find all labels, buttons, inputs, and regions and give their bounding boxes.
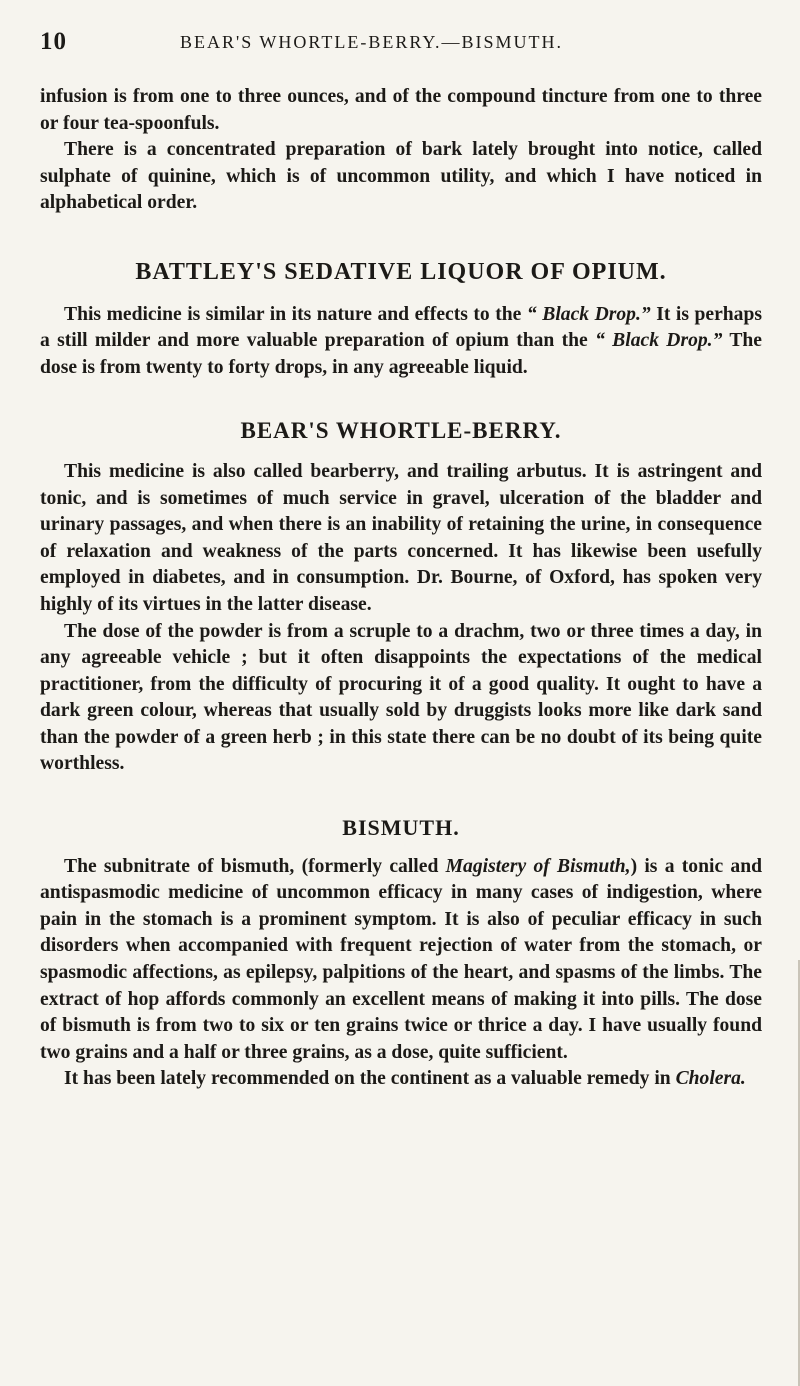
- battley-heading: BATTLEY'S SEDATIVE LIQUOR OF OPIUM.: [135, 258, 667, 285]
- running-head: BEAR'S WHORTLE-BERRY.—BISMUTH.: [180, 32, 564, 52]
- battley-paragraph: [40, 302, 762, 382]
- black-drop-quote-1: “ Black Drop.”: [526, 303, 651, 325]
- bismuth-text-2: ) is a tonic and antispasmodic medicine of uncommon efficacy in many cases of indigestion, where pain in the stomach is a prominent symptom. It is also of peculiar efficacy in such disorders when accompanied with frequent rejection of water from the stomach, or spasmodic affections, as epilepsy, palpitions of the heart, and spasms of the limbs. The extract of hop affords commonly an excellent means of making it into pills. The dose of bismuth is from two to six or ten grains twice or thrice a day. I have usually found two grains and a half or three grains, as a dose, quite sufficient.: [40, 855, 763, 1063]
- bismuth-paragraph-2: [40, 1066, 762, 1093]
- magistery-italic: Magistery of Bismuth,: [445, 855, 631, 877]
- bismuth-heading: BISMUTH.: [342, 815, 460, 841]
- bearberry-paragraph-2: The dose of the powder is from a scruple to a drachm, two or three times a day, in any agreeable vehicle ; but it often disappoints the expectations of the medical practitioner, from the difficulty of procuring it of a good quality. It ought to have a dark green colour, whereas that usually sold by druggists looks more like dark sand than the powder of a green herb ; in this state there can be no doubt of its being quite worthless.: [40, 620, 762, 775]
- bismuth-paragraph-1: [40, 854, 762, 1067]
- bearberry-paragraph-1: This medicine is also called bearberry, and trailing arbutus. It is astringent and tonic, and is sometimes of much service in gravel, ulceration of the bladder and urinary passages, and when there is an inability of retaining the urine, in consequence of relaxation and weakness of the parts concerned. It has likewise been usefully employed in diabetes, and in consumption. Dr. Bourne, of Oxford, has spoken very highly of its virtues in the latter disease.: [40, 460, 762, 615]
- black-drop-quote-2: “ Black Drop.”: [595, 330, 723, 352]
- bismuth-text-3: It has been lately recommended on the continent as a valuable remedy in: [64, 1068, 676, 1090]
- battley-text-3: The dose is from twenty to forty drops, in any agreeable liquid.: [40, 330, 762, 378]
- intro-paragraph-2: There is a concentrated preparation of bark lately brought into notice, called sulphate of quinine, which is of uncommon utility, and which I have noticed in alphabetical order.: [40, 139, 762, 214]
- battley-text-1: This medicine is similar in its nature and effects to the: [64, 303, 527, 325]
- page-header: [40, 28, 760, 58]
- body-text: [40, 84, 762, 1093]
- intro-paragraph-1: infusion is from one to three ounces, and of the compound tincture from one to three or four tea-spoonfuls.: [40, 86, 762, 134]
- bearberry-heading: BEAR'S WHORTLE-BERRY.: [240, 418, 562, 444]
- cholera-italic: Cholera.: [675, 1068, 746, 1090]
- battley-text-2: It is perhaps a still milder and more valuable preparation of opium than the: [40, 303, 762, 352]
- bismuth-text-1: The subnitrate of bismuth, (formerly called: [64, 855, 446, 877]
- page-number: 10: [40, 28, 67, 55]
